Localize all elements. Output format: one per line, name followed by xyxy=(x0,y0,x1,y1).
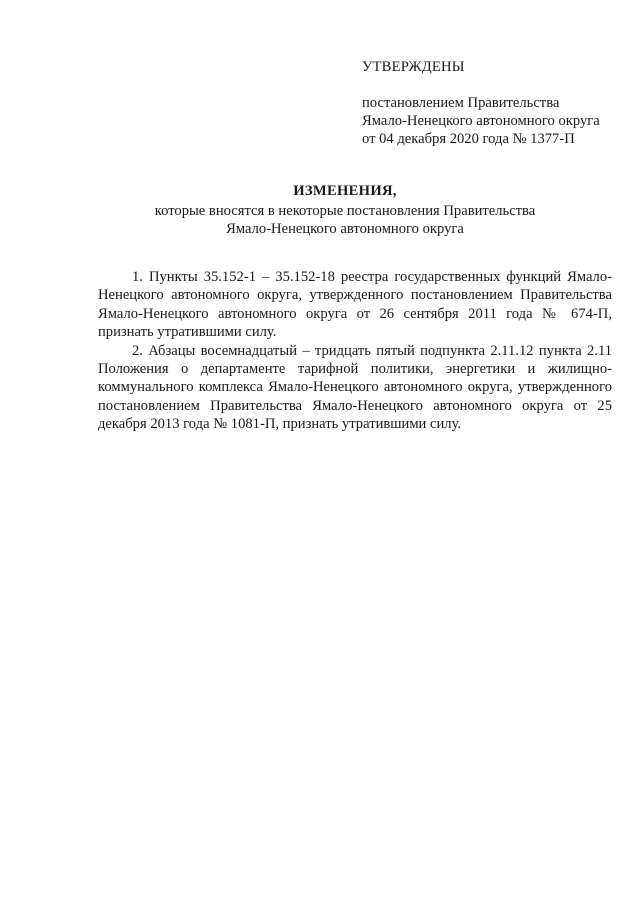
document-subtitle-line-2: Ямало-Ненецкого автономного округа xyxy=(226,221,464,237)
approval-line-3: от 04 декабря 2020 года № 1377-П xyxy=(362,131,575,147)
document-subtitle-line-1: которые вносятся в некоторые постановления Правительства xyxy=(154,203,536,219)
paragraph-1: 1. Пункты 35.152-1 – 35.152-18 реестра государственных функций Ямало-Ненецкого автономного округа, утвержденного постановлением Правительства Ямало-Ненецкого автономного округа от 26 сентября 2011 года № 674-П, признать утратившими силу. xyxy=(98,269,612,341)
document-body xyxy=(98,268,612,434)
approval-line-2: Ямало-Ненецкого автономного округа xyxy=(362,113,600,129)
approval-block xyxy=(362,58,612,148)
document-heading xyxy=(60,182,630,238)
paragraph-2: 2. Абзацы восемнадцатый – тридцать пятый подпункта 2.11.12 пункта 2.11 Положения о департаменте тарифной политики, энергетики и жилищно-коммунального комплекса Ямало-Ненецкого автономного округа, утвержденного постановлением Правительства Ямало-Ненецкого автономного округа от 25 декабря 2013 года № 1081-П, признать утратившими силу. xyxy=(98,342,612,433)
approval-stamp: УТВЕРЖДЕНЫ xyxy=(362,59,465,75)
approval-line-1: постановлением Правительства xyxy=(362,95,560,111)
document-title: ИЗМЕНЕНИЯ, xyxy=(293,183,397,199)
